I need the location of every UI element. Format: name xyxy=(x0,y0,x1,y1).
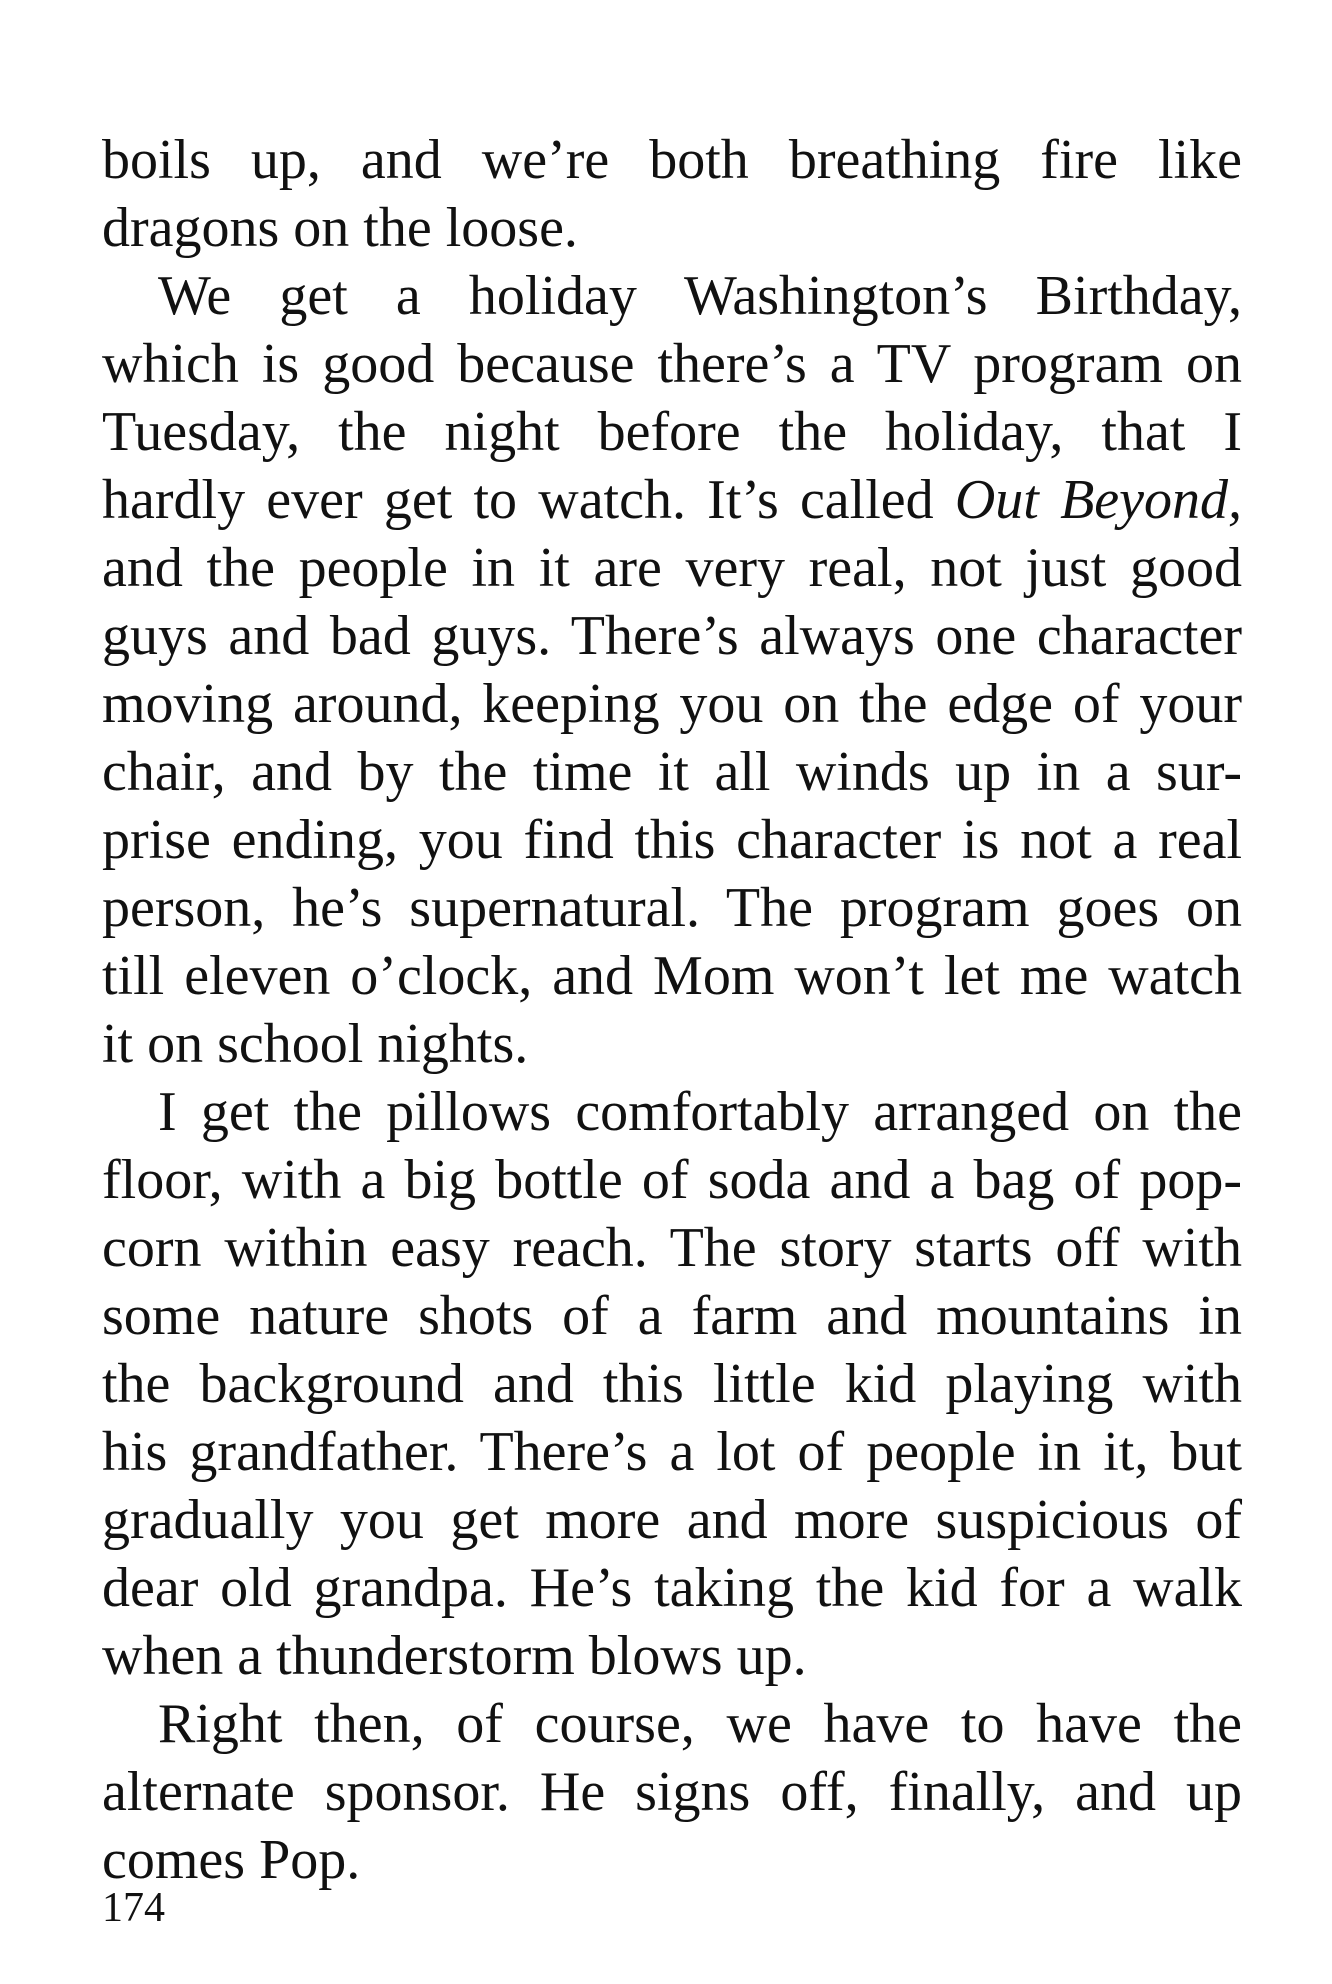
text-line: guys and bad guys. There’s always one character xyxy=(102,605,1242,667)
text-line-with-title xyxy=(102,466,1242,534)
text-line: alternate sponsor. He signs off, finally, and up xyxy=(102,1761,1242,1823)
text-line: when a thunderstorm blows up. xyxy=(102,1625,807,1687)
text-line: till eleven o’clock, and Mom won’t let me watch xyxy=(102,945,1242,1007)
text-line: some nature shots of a farm and mountains in xyxy=(102,1285,1242,1347)
text-line: chair, and by the time it all winds up in a sur- xyxy=(102,741,1242,803)
text-line: Tuesday, the night before the holiday, that I xyxy=(102,401,1242,463)
paragraph-first-line: Right then, of course, we have to have the xyxy=(158,1693,1242,1755)
page-number: 174 xyxy=(102,1885,165,1931)
text-line: it on school nights. xyxy=(102,1013,529,1075)
text-line: and the people in it are very real, not just good xyxy=(102,537,1242,599)
text-line: dragons on the loose. xyxy=(102,197,578,259)
text-line: floor, with a big bottle of soda and a bag of pop- xyxy=(102,1149,1242,1211)
text-line: which is good because there’s a TV program on xyxy=(102,333,1242,395)
paragraph-first-line: I get the pillows comfortably arranged on the xyxy=(158,1081,1242,1143)
text-line: corn within easy reach. The story starts off with xyxy=(102,1217,1242,1279)
paragraph-first-line: We get a holiday Washington’s Birthday, xyxy=(158,265,1242,327)
text-line: comes Pop. xyxy=(102,1829,361,1891)
text-segment: hardly ever get to watch. It’s called xyxy=(102,469,955,531)
text-line: gradually you get more and more suspicious of xyxy=(102,1489,1242,1551)
show-title: Out Beyond, xyxy=(954,469,1242,531)
text-line: moving around, keeping you on the edge of your xyxy=(102,673,1242,735)
text-line: his grandfather. There’s a lot of people in it, but xyxy=(102,1421,1242,1483)
text-line: boils up, and we’re both breathing fire like xyxy=(102,129,1242,191)
text-line: dear old grandpa. He’s taking the kid for a walk xyxy=(102,1557,1242,1619)
text-line: prise ending, you find this character is not a real xyxy=(102,809,1242,871)
text-line: the background and this little kid playing with xyxy=(102,1353,1242,1415)
text-line: person, he’s supernatural. The program goes on xyxy=(102,877,1242,939)
